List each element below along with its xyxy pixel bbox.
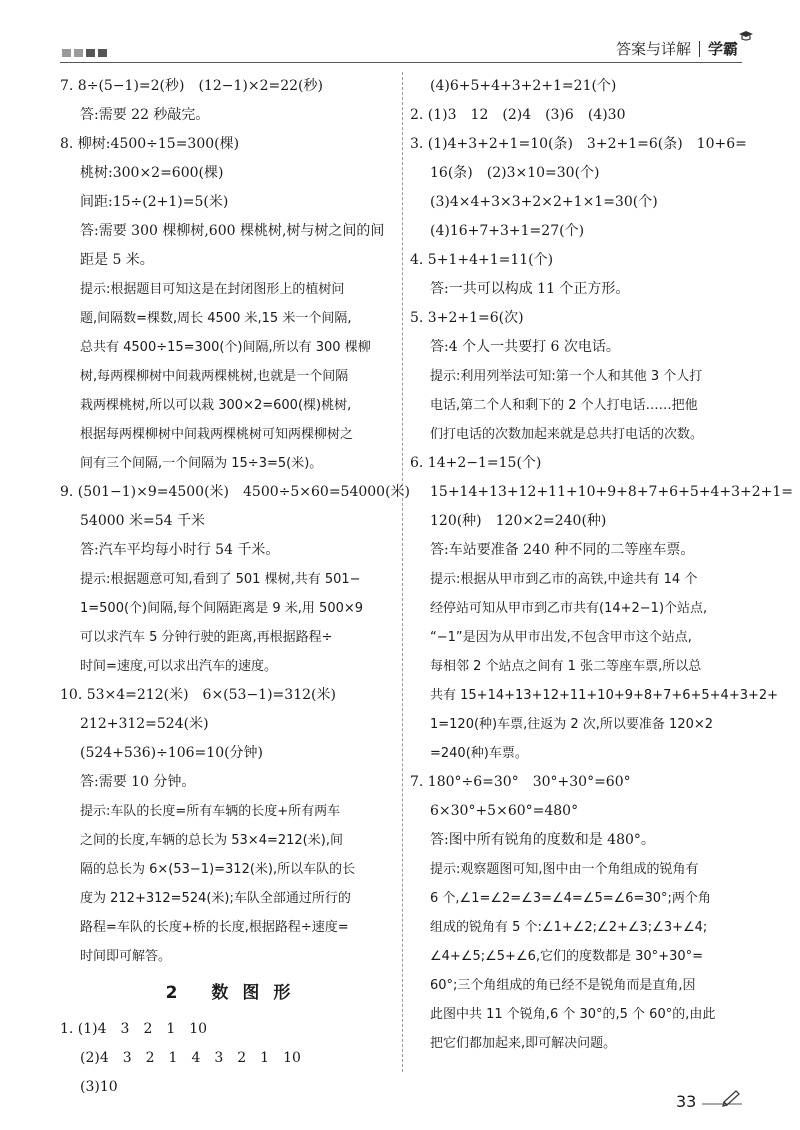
hint-line: 时间=速度,可以求出汽车的速度。: [80, 659, 278, 674]
answer-line: 答:需要 22 秒敲完。: [80, 107, 210, 123]
hint-line: 把它们都加起来,即可解决问题。: [430, 1036, 617, 1051]
left-column: [60, 72, 411, 1102]
hint-line: 提示:根据题意可知,看到了 501 棵树,共有 501−: [80, 572, 361, 587]
section2-answers: [60, 1015, 396, 1102]
hint-line: 时间即可解答。: [80, 949, 172, 964]
hint-line: 1=500(个)间隔,每个间隔距离是 9 米,用 500×9: [80, 601, 364, 616]
answer-line: 桃树:300×2=600(棵): [80, 165, 224, 181]
hint-line: =240(种)车票。: [430, 746, 528, 761]
answer-line: 答:图中所有锐角的度数和是 480°。: [430, 832, 655, 848]
hint-line: “−1”是因为从甲市出发,不包含甲市这个站点,: [430, 630, 692, 645]
answer-line: 5. 3+2+1=6(次): [410, 310, 524, 326]
hint-line: 此图中共 11 个锐角,6 个 30°的,5 个 60°的,由此: [430, 1007, 716, 1022]
graduation-cap-icon: [738, 30, 754, 42]
hint-line: 每相邻 2 个站点之间有 1 张二等座车票,所以总: [430, 659, 702, 674]
answer-line: 答:车站要准备 240 种不同的二等座车票。: [430, 542, 695, 558]
answer-line: 120(种) 120×2=240(种): [430, 513, 607, 529]
hint-line: 提示:根据从甲市到乙市的高铁,中途共有 14 个: [430, 572, 698, 587]
right-column: [410, 72, 794, 1058]
answer-line: 4. 5+1+4+1=11(个): [410, 252, 554, 268]
hint-line: 6 个,∠1=∠2=∠3=∠4=∠5=∠6=30°;两个角: [430, 891, 711, 906]
header-separator: [699, 41, 700, 57]
hint-line: 组成的锐角有 5 个:∠1+∠2;∠2+∠3;∠3+∠4;: [430, 920, 708, 935]
answer-line: 7. 8÷(5−1)=2(秒) (12−1)×2=22(秒): [60, 78, 323, 94]
hint-line: 提示:车队的长度=所有车辆的长度+所有两车: [80, 804, 341, 819]
page-header: [616, 38, 738, 59]
page-number: 33: [676, 1092, 697, 1111]
answer-line: 10. 53×4=212(米) 6×(53−1)=312(米): [60, 687, 336, 703]
header-title: 答案与详解: [615, 40, 691, 58]
hint-line: 们打电话的次数加起来就是总共打电话的次数。: [430, 427, 704, 442]
right-answers: [410, 72, 794, 1058]
hint-line: 共有 15+14+13+12+11+10+9+8+7+6+5+4+3+2+: [430, 688, 779, 703]
header-decoration: [62, 49, 107, 57]
answer-line: 54000 米=54 千米: [80, 513, 205, 529]
hint-line: 提示:观察题图可知,图中由一个角组成的锐角有: [430, 862, 699, 877]
hint-line: 电话,第二个人和剩下的 2 个人打电话……把他: [430, 398, 698, 413]
brand-name: 学霸: [707, 40, 738, 58]
answer-line: 答:4 个人一共要打 6 次电话。: [430, 339, 620, 355]
answer-line: 答:需要 10 分钟。: [80, 774, 196, 790]
answer-line: 8. 柳树:4500÷15=300(棵): [60, 136, 240, 152]
answer-line: (4)16+7+3+1=27(个): [430, 223, 585, 239]
section-title: 2 数图形: [165, 983, 305, 1003]
answer-line: 2. (1)3 12 (2)4 (3)6 (4)30: [410, 107, 626, 123]
answer-line: 15+14+13+12+11+10+9+8+7+6+5+4+3+2+1=: [430, 484, 794, 500]
hint-line: 隔的总长为 6×(53−1)=312(米),所以车队的长: [80, 862, 356, 877]
pencil-icon: [702, 1088, 742, 1108]
hint-line: 栽两棵桃树,所以可以栽 300×2=600(棵)桃树,: [80, 398, 352, 413]
answer-line: 答:一共可以构成 11 个正方形。: [430, 281, 630, 297]
answer-line: 7. 180°÷6=30° 30°+30°=60°: [410, 774, 631, 790]
hint-line: 经停站可知从甲市到乙市共有(14+2−1)个站点,: [430, 601, 708, 616]
hint-line: 间有三个间隔,一个间隔为 15÷3=5(米)。: [80, 456, 323, 471]
answer-line: 16(条) (2)3×10=30(个): [430, 165, 600, 181]
answer-line: 212+312=524(米): [80, 716, 209, 732]
hint-line: 度为 212+312=524(米);车队全部通过所行的: [80, 891, 351, 906]
hint-line: 提示:利用列举法可知:第一个人和其他 3 个人打: [430, 369, 703, 384]
left-answers: [60, 72, 411, 971]
answer-line: 6. 14+2−1=15(个): [410, 455, 542, 471]
answer-line: (3)10: [80, 1079, 118, 1095]
answer-line: (4)6+5+4+3+2+1=21(个): [430, 78, 617, 94]
answer-line: 距是 5 米。: [80, 252, 154, 268]
hint-line: 可以求汽车 5 分钟行驶的距离,再根据路程÷: [80, 630, 333, 645]
hint-line: 题,间隔数=棵数,周长 4500 米,15 米一个间隔,: [80, 311, 352, 326]
hint-line: 总共有 4500÷15=300(个)间隔,所以有 300 棵柳: [80, 340, 371, 355]
brand-logo: [708, 38, 738, 59]
header-rule: [60, 62, 742, 63]
answer-line: 9. (501−1)×9=4500(米) 4500÷5×60=54000(米): [60, 484, 411, 500]
hint-line: 树,每两棵柳树中间栽两棵桃树,也就是一个间隔: [80, 369, 349, 384]
answer-line: (2)4 3 2 1 4 3 2 1 10: [80, 1050, 301, 1066]
answer-line: 间距:15÷(2+1)=5(米): [80, 194, 229, 210]
column-divider: [402, 72, 403, 1072]
answer-line: (524+536)÷106=10(分钟): [80, 745, 264, 761]
hint-line: 1=120(种)车票,往返为 2 次,所以要准备 120×2: [430, 717, 714, 732]
hint-line: 60°;三个角组成的角已经不是锐角而是直角,因: [430, 978, 696, 993]
hint-line: 之间的长度,车辆的总长为 53×4=212(米),间: [80, 833, 343, 848]
answer-line: 6×30°+5×60°=480°: [430, 803, 579, 819]
hint-line: ∠4+∠5;∠5+∠6,它们的度数都是 30°+30°=: [430, 949, 704, 964]
answer-line: 1. (1)4 3 2 1 10: [60, 1021, 208, 1037]
answer-line: 答:汽车平均每小时行 54 千米。: [80, 542, 280, 558]
answer-line: (3)4×4+3×3+2×2+1×1=30(个): [430, 194, 658, 210]
answer-line: 答:需要 300 棵柳树,600 棵桃树,树与树之间的间: [80, 223, 385, 239]
hint-line: 提示:根据题目可知这是在封闭图形上的植树问: [80, 282, 345, 297]
hint-line: 路程=车队的长度+桥的长度,根据路程÷速度=: [80, 920, 349, 935]
answer-line: 3. (1)4+3+2+1=10(条) 3+2+1=6(条) 10+6=: [410, 136, 747, 152]
hint-line: 根据每两棵柳树中间栽两棵桃树可知两棵柳树之: [80, 427, 354, 442]
